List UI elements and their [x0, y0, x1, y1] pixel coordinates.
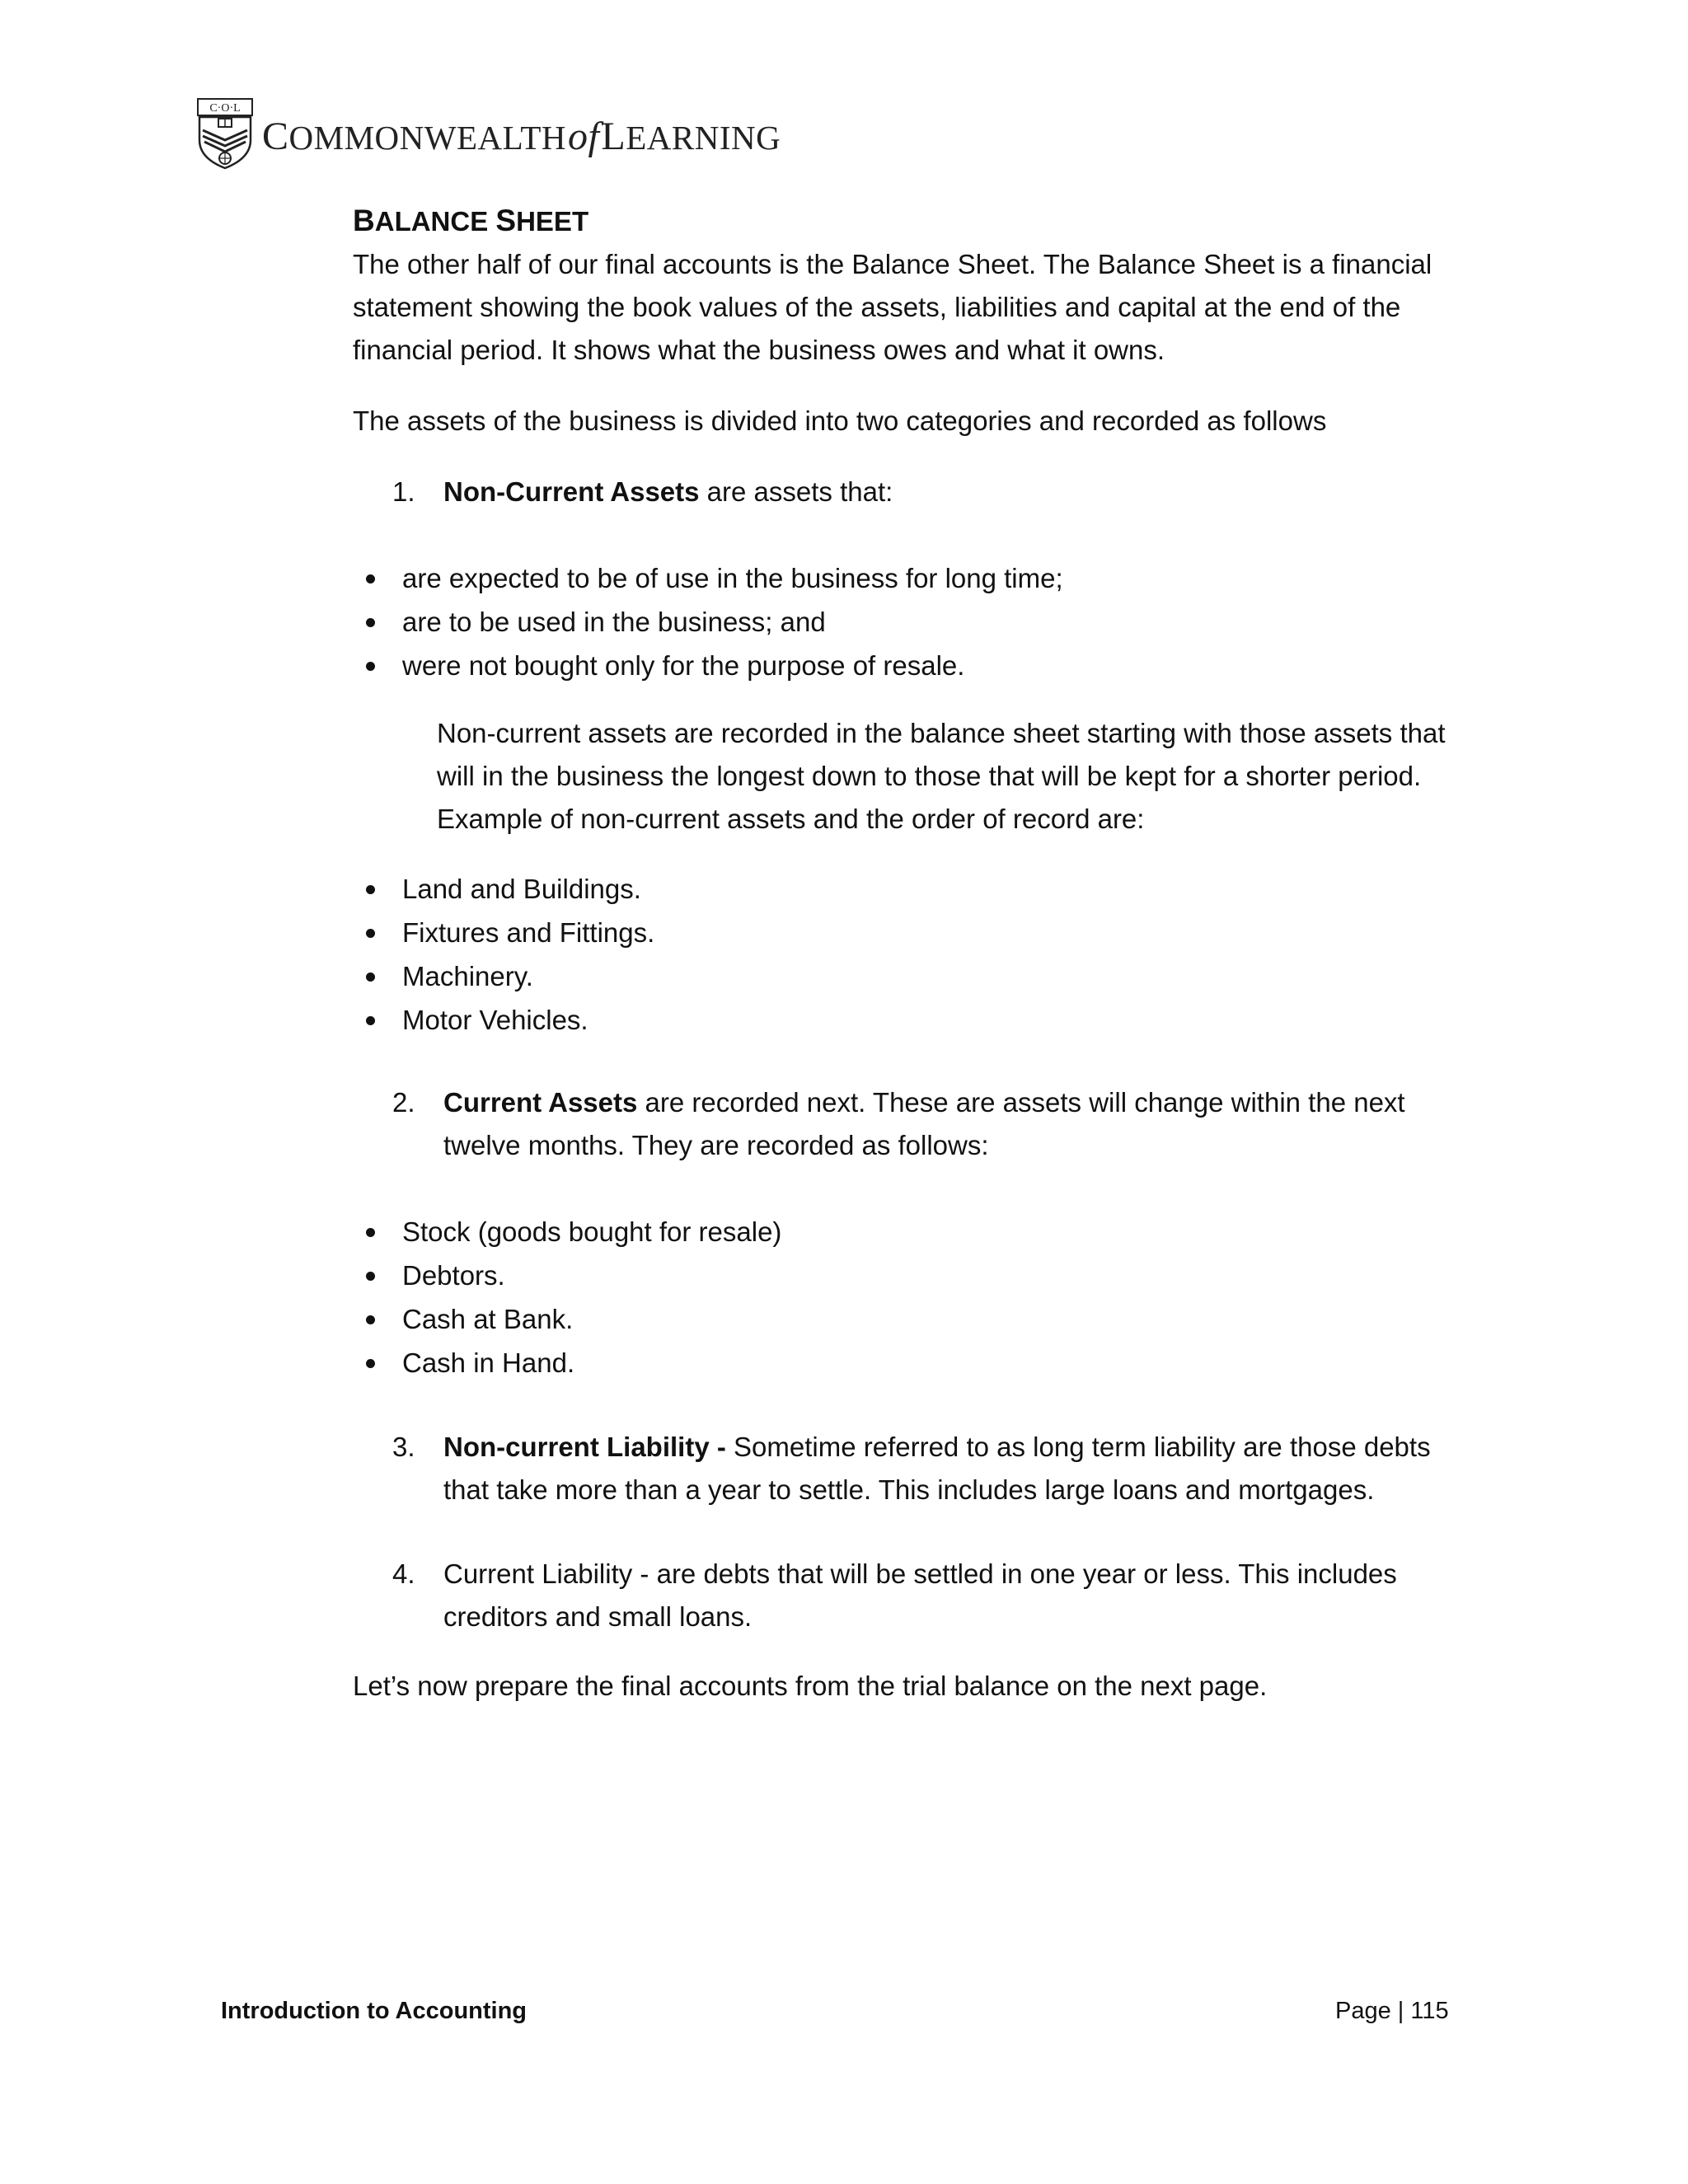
bullet-icon	[353, 556, 402, 600]
section-heading: BALANCE SHEET	[353, 204, 589, 237]
list-item: Cash at Bank.	[353, 1297, 1482, 1341]
footer-page-number: Page | 115	[1335, 1998, 1449, 2024]
footer-title: Introduction to Accounting	[221, 1998, 528, 2024]
logo-monogram: C·O·L	[209, 102, 241, 115]
bullet-icon	[353, 867, 402, 911]
logo-wordmark: COMMONWEALTHofLEARNING	[262, 114, 781, 158]
intro-paragraph: The other half of our final accounts is the Balance Sheet. The Balance Sheet is a financial statement showing the book values of the assets, liabilities and capital at the end of the financial period. It shows what the business owes and what it owns.	[353, 249, 1432, 365]
list-item-1	[392, 471, 1482, 513]
bullet-icon	[353, 911, 402, 954]
current-assets-list	[353, 1210, 1482, 1385]
list-item-3	[392, 1426, 1482, 1511]
bullet-icon	[353, 1210, 402, 1254]
item-number: 3.	[392, 1432, 415, 1462]
bullet-icon	[353, 600, 402, 644]
main-content	[353, 199, 1482, 1708]
item-text: are assets that:	[699, 476, 893, 507]
list-item: Cash in Hand.	[353, 1341, 1482, 1385]
list-item: are expected to be of use in the business for long time;	[353, 556, 1482, 600]
list-item: Motor Vehicles.	[353, 998, 1482, 1042]
non-current-note: Non-current assets are recorded in the balance sheet starting with those assets that will in the business the longest down to those that will be kept for a shorter period. Example of non-current assets and the order of record are:	[437, 718, 1446, 834]
bullet-icon	[353, 644, 402, 687]
col-logo	[196, 97, 781, 170]
list-item-2	[392, 1081, 1482, 1167]
bullet-icon	[353, 1341, 402, 1385]
item-text: Current Liability - are debts that will be settled in one year or less. This includes creditors and small loans.	[443, 1558, 1397, 1632]
bullet-icon	[353, 1254, 402, 1297]
item-text: Sometime referred to as long term liability are those debts that take more than a year to settle. This includes large loans and mortgages.	[443, 1432, 1431, 1505]
item-term: Non-current Liability -	[443, 1432, 726, 1462]
item-term: Non-Current Assets	[443, 476, 700, 507]
item-term: Current Assets	[443, 1087, 638, 1118]
col-shield-icon	[196, 97, 254, 170]
bullet-icon	[353, 954, 402, 998]
list-item: Machinery.	[353, 954, 1482, 998]
list-item: Debtors.	[353, 1254, 1482, 1297]
non-current-criteria-list	[353, 556, 1482, 687]
list-item: Fixtures and Fittings.	[353, 911, 1482, 954]
bullet-icon	[353, 998, 402, 1042]
list-item: are to be used in the business; and	[353, 600, 1482, 644]
assets-intro-paragraph: The assets of the business is divided into two categories and recorded as follows	[353, 405, 1327, 436]
list-item: were not bought only for the purpose of resale.	[353, 644, 1482, 687]
non-current-examples-list	[353, 867, 1482, 1042]
list-item-4	[392, 1553, 1482, 1638]
item-text: are recorded next. These are assets will change within the next twelve months. They are recorded as follows:	[443, 1087, 1405, 1160]
item-number: 1.	[392, 476, 415, 507]
item-number: 4.	[392, 1558, 415, 1589]
bullet-icon	[353, 1297, 402, 1341]
closing-paragraph: Let’s now prepare the final accounts from the trial balance on the next page.	[353, 1671, 1268, 1701]
list-item: Stock (goods bought for resale)	[353, 1210, 1482, 1254]
list-item: Land and Buildings.	[353, 867, 1482, 911]
item-number: 2.	[392, 1087, 415, 1118]
